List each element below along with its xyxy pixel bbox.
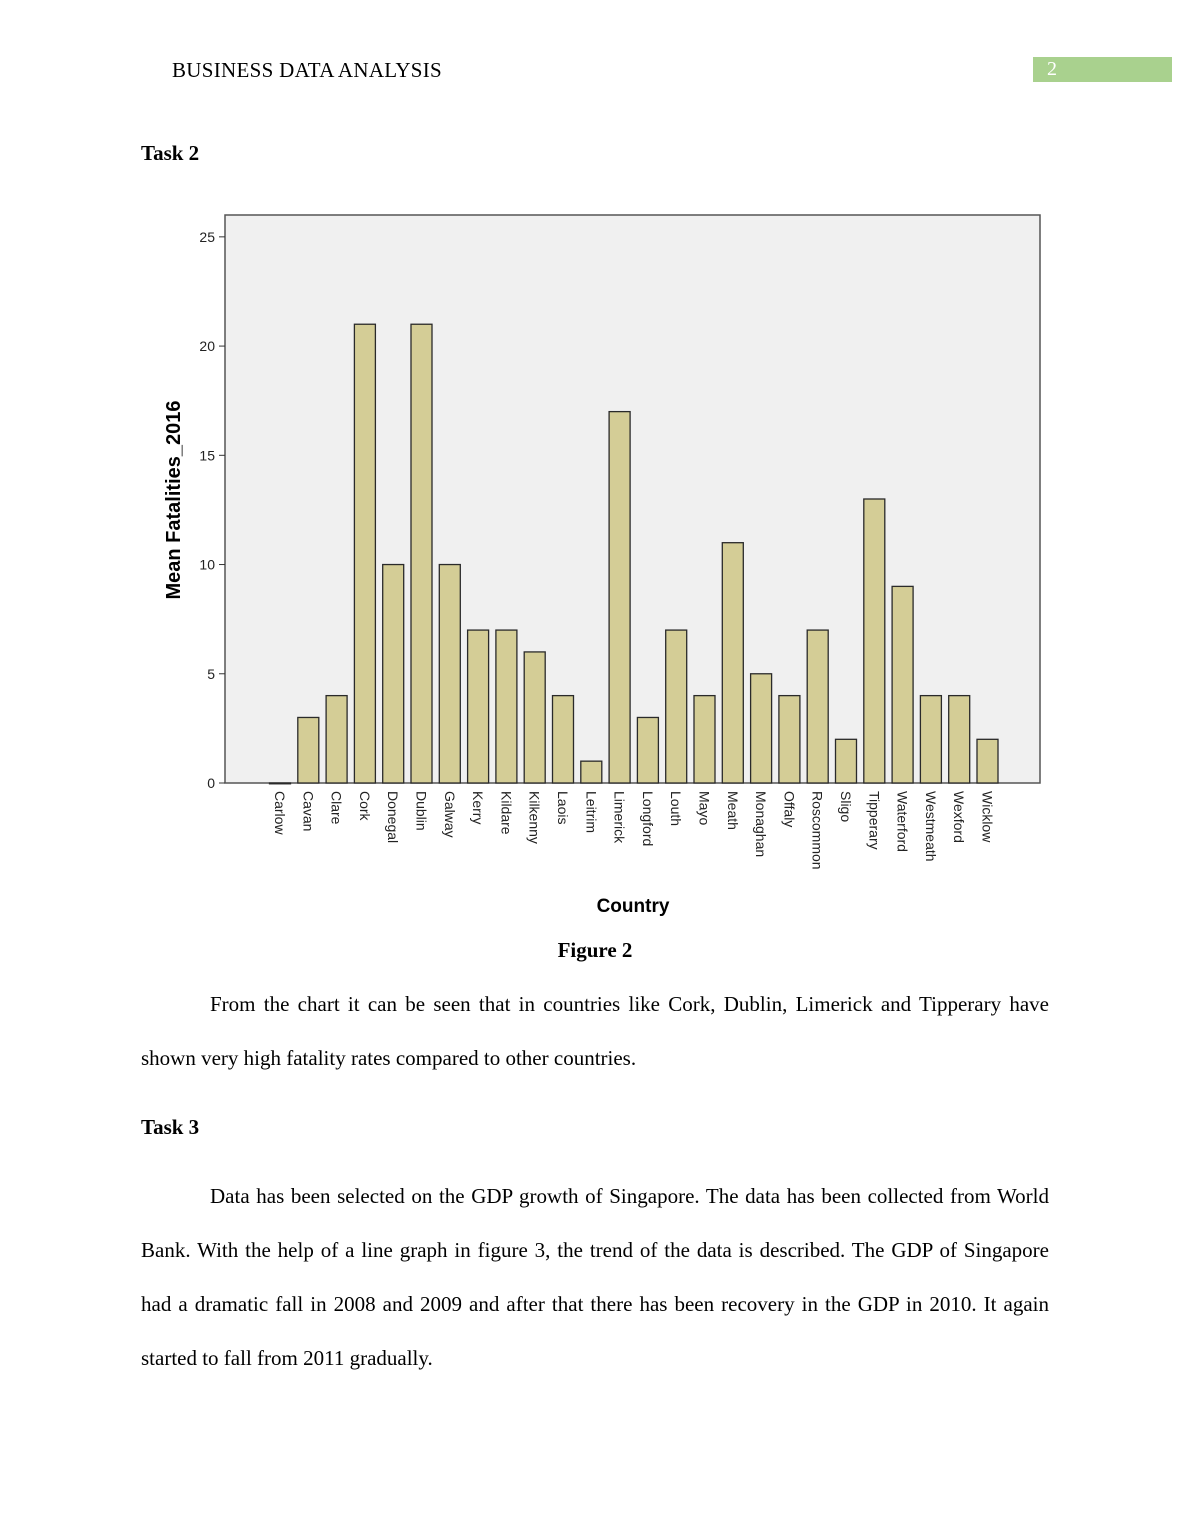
x-tick-label-laois: Laois [555,791,571,825]
bar-longford [637,717,658,783]
y-axis [199,229,225,791]
bar-roscommon [807,630,828,783]
bar-offaly [779,696,800,783]
y-tick-label-15: 15 [199,447,215,464]
page-number-badge [1033,57,1172,82]
x-tick-label-roscommon: Roscommon [809,791,826,870]
y-axis-label: Mean Fatalities_2016 [163,400,185,600]
x-tick-label-waterford: Waterford [894,791,911,852]
x-tick-label-monaghan: Monaghan [753,791,770,858]
bar-carlow [270,783,291,784]
bar-clare [326,696,347,783]
page-number: 2 [1047,58,1057,80]
x-tick-label-limerick: Limerick [611,791,628,844]
x-tick-label-mayo: Mayo [696,791,713,826]
x-tick-label-cavan: Cavan [300,791,317,832]
bar-waterford [892,586,913,783]
bar-cork [354,324,375,783]
bar-galway [439,565,460,783]
x-tick-label-carlow: Carlow [272,791,288,835]
bar-mayo [694,696,715,783]
x-tick-label-sligo: Sligo [838,791,854,823]
bar-kilkenny [524,652,545,783]
x-axis-ticks [272,791,996,870]
x-tick-label-donegal: Donegal [385,791,402,844]
bar-chart [150,200,1050,930]
bar-chart-svg [150,200,1050,930]
x-tick-label-clare: Clare [328,791,345,825]
bar-wexford [949,696,970,783]
y-tick-label-25: 25 [199,228,215,245]
task2-heading: Task 2 [141,141,200,165]
x-tick-label-meath: Meath [724,791,741,830]
bar-cavan [298,717,319,783]
x-tick-label-tipperary: Tipperary [866,791,883,850]
task3-heading: Task 3 [141,1115,200,1139]
bar-dublin [411,324,432,783]
x-tick-label-kilkenny: Kilkenny [526,791,543,844]
x-tick-label-longford: Longford [639,791,656,847]
bar-donegal [383,565,404,783]
figure-caption: Figure 2 [557,938,633,962]
bar-kildare [496,630,517,783]
bar-wicklow [977,739,998,783]
x-axis-label: Country [596,896,670,917]
bar-monaghan [751,674,772,783]
x-tick-label-westmeath: Westmeath [922,791,939,862]
bar-sligo [836,739,857,783]
bar-louth [666,630,687,783]
x-tick-label-leitrim: Leitrim [583,791,600,834]
running-header-title: BUSINESS DATA ANALYSIS [172,58,443,82]
bar-leitrim [581,761,602,783]
y-tick-label-5: 5 [207,665,215,682]
bar-limerick [609,412,630,783]
bar-kerry [468,630,489,783]
task2-paragraph: From the chart it can be seen that in countries like Cork, Dublin, Limerick and Tipperary have shown very high fatality rates compared to other countries. [141,992,1049,1070]
x-tick-label-kerry: Kerry [470,791,487,825]
x-tick-label-offaly: Offaly [781,791,798,828]
bar-tipperary [864,499,885,783]
x-tick-label-cork: Cork [356,791,373,821]
x-tick-label-louth: Louth [668,791,685,827]
bar-meath [722,543,743,783]
x-tick-label-wicklow: Wicklow [979,791,996,843]
y-tick-label-0: 0 [207,775,215,791]
x-tick-label-kildare: Kildare [498,791,515,835]
x-tick-label-wexford: Wexford [951,791,968,843]
bar-laois [553,696,574,783]
x-tick-label-dublin: Dublin [413,791,430,831]
bar-westmeath [920,696,941,783]
y-tick-label-20: 20 [199,338,215,355]
task3-paragraph: Data has been selected on the GDP growth of Singapore. The data has been collected from World Bank. With the help of a line graph in figure 3, the trend of the data is described. The GDP of Singapore had a dramatic fall in 2008 and 2009 and after that there has been recovery in the GDP in 2010. It again started to fall from 2011 gradually. [141,1184,1049,1370]
y-tick-label-10: 10 [199,556,215,573]
x-tick-label-galway: Galway [441,791,458,838]
